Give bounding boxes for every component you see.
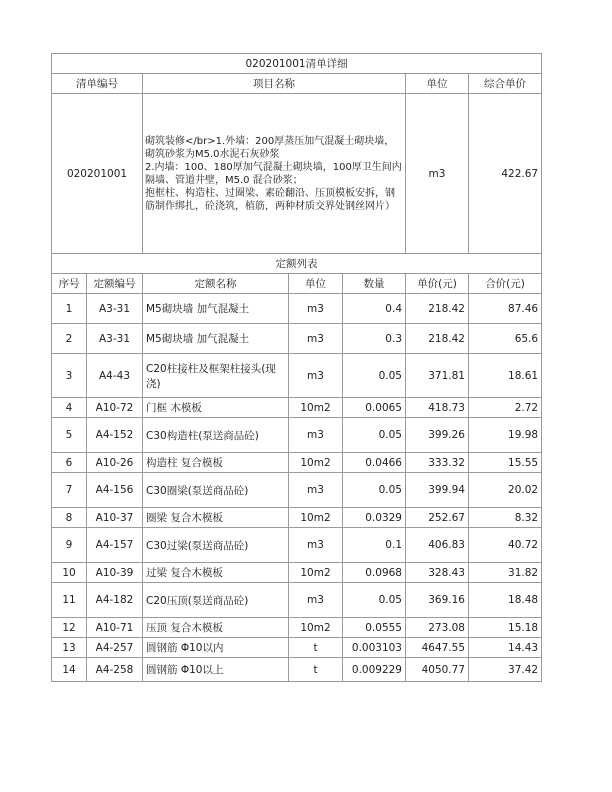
row-unit: m3 [289,354,343,398]
row-name: M5砌块墙 加气混凝土 [143,294,289,324]
table-row [52,618,542,638]
row-code: A4-156 [87,473,143,508]
row-code: A10-72 [87,398,143,418]
row-code: A4-157 [87,528,143,563]
row-name: C30构造柱(泵送商品砼) [143,418,289,453]
row-name: C30圈梁(泵送商品砼) [143,473,289,508]
bill-description-line-3: 抱框柱、构造柱、过圈梁、素砼翻沿、压顶模板安拆，钢筋制作绑扎，砼浇筑，植筋，两种材质交界处钢丝网片） [145,187,395,212]
row-unit: 10m2 [289,563,343,583]
table-row [52,563,542,583]
header-bill-code: 清单编号 [52,74,143,94]
row-price: 4050.77 [406,658,469,682]
row-name: 圈梁 复合木模板 [143,508,289,528]
table-row [52,324,542,354]
row-price: 218.42 [406,324,469,354]
row-code: A10-37 [87,508,143,528]
row-price: 328.43 [406,563,469,583]
row-price: 4647.55 [406,638,469,658]
row-unit: 10m2 [289,398,343,418]
quota-header-total: 合价(元) [469,274,542,294]
row-no: 7 [52,473,87,508]
quota-header-price: 单价(元) [406,274,469,294]
table-row [52,418,542,453]
header-unit: 单位 [406,74,469,94]
row-unit: t [289,658,343,682]
table-row [52,528,542,563]
table-row [52,473,542,508]
row-no: 10 [52,563,87,583]
row-unit: 10m2 [289,618,343,638]
row-total: 15.18 [469,618,542,638]
row-name: 压顶 复合木模板 [143,618,289,638]
row-code: A10-26 [87,453,143,473]
row-price: 273.08 [406,618,469,638]
row-price: 399.94 [406,473,469,508]
row-no: 3 [52,354,87,398]
row-total: 87.46 [469,294,542,324]
row-unit: m3 [289,583,343,618]
table-row [52,453,542,473]
row-total: 18.48 [469,583,542,618]
table-row [52,508,542,528]
row-qty: 0.05 [343,418,406,453]
row-unit: t [289,638,343,658]
quota-header-no: 序号 [52,274,87,294]
row-total: 20.02 [469,473,542,508]
row-code: A4-152 [87,418,143,453]
row-name: 构造柱 复合模板 [143,453,289,473]
row-code: A3-31 [87,324,143,354]
row-price: 252.67 [406,508,469,528]
row-price: 406.83 [406,528,469,563]
row-no: 9 [52,528,87,563]
row-no: 12 [52,618,87,638]
row-qty: 0.1 [343,528,406,563]
row-no: 5 [52,418,87,453]
quota-header-code: 定额编号 [87,274,143,294]
row-qty: 0.4 [343,294,406,324]
row-no: 2 [52,324,87,354]
row-no: 11 [52,583,87,618]
row-name: C20柱接柱及框架柱接头(现浇) [143,354,289,398]
row-price: 399.26 [406,418,469,453]
bill-description [143,94,406,254]
row-qty: 0.0555 [343,618,406,638]
row-name: 门框 木模板 [143,398,289,418]
table-row [52,398,542,418]
row-qty: 0.0466 [343,453,406,473]
row-code: A4-43 [87,354,143,398]
row-price: 369.16 [406,583,469,618]
row-code: A3-31 [87,294,143,324]
row-price: 333.32 [406,453,469,473]
row-price: 218.42 [406,294,469,324]
row-qty: 0.003103 [343,638,406,658]
bill-unit: m3 [406,94,469,254]
row-total: 37.42 [469,658,542,682]
row-total: 65.6 [469,324,542,354]
row-qty: 0.05 [343,354,406,398]
table-row [52,583,542,618]
row-unit: m3 [289,324,343,354]
row-qty: 0.05 [343,583,406,618]
row-no: 1 [52,294,87,324]
row-total: 8.32 [469,508,542,528]
row-name: C30过梁(泵送商品砼) [143,528,289,563]
quota-header-name: 定额名称 [143,274,289,294]
bill-code: 020201001 [52,94,143,254]
quota-header-unit: 单位 [289,274,343,294]
row-no: 13 [52,638,87,658]
row-code: A4-257 [87,638,143,658]
table-row [52,658,542,682]
bill-description-line-2: 2.内墙：100、180厚加气混凝土砌块墙，100厚卫生间内隔墙、管道井壁，M5.0 混合砂浆； [145,161,402,186]
row-total: 40.72 [469,528,542,563]
row-qty: 0.009229 [343,658,406,682]
row-total: 2.72 [469,398,542,418]
row-code: A4-258 [87,658,143,682]
quota-title: 定额列表 [52,254,542,274]
row-qty: 0.3 [343,324,406,354]
quota-header-qty: 数量 [343,274,406,294]
bill-description-line-1: 砌筑装修</br>1.外墙：200厚蒸压加气混凝土砌块墙，砌筑砂浆为M5.0水泥石灰砂浆 [145,135,395,160]
row-total: 19.98 [469,418,542,453]
table-row [52,294,542,324]
row-price: 418.73 [406,398,469,418]
row-no: 8 [52,508,87,528]
row-total: 15.55 [469,453,542,473]
row-name: 圆钢筋 Φ10以内 [143,638,289,658]
bill-detail-table [51,53,542,682]
row-total: 31.82 [469,563,542,583]
header-unit-price: 综合单价 [469,74,542,94]
row-name: C20压顶(泵送商品砼) [143,583,289,618]
row-code: A10-39 [87,563,143,583]
row-no: 6 [52,453,87,473]
row-code: A4-182 [87,583,143,618]
row-no: 14 [52,658,87,682]
row-name: 过梁 复合木模板 [143,563,289,583]
bill-price: 422.67 [469,94,542,254]
table-title: 020201001清单详细 [52,54,542,74]
row-total: 18.61 [469,354,542,398]
row-qty: 0.0329 [343,508,406,528]
header-item-name: 项目名称 [143,74,406,94]
row-unit: 10m2 [289,453,343,473]
row-qty: 0.0065 [343,398,406,418]
table-row [52,354,542,398]
row-unit: m3 [289,418,343,453]
table-row [52,638,542,658]
row-unit: m3 [289,473,343,508]
row-price: 371.81 [406,354,469,398]
row-name: M5砌块墙 加气混凝土 [143,324,289,354]
row-unit: m3 [289,528,343,563]
row-total: 14.43 [469,638,542,658]
row-no: 4 [52,398,87,418]
row-unit: m3 [289,294,343,324]
row-qty: 0.05 [343,473,406,508]
row-unit: 10m2 [289,508,343,528]
row-code: A10-71 [87,618,143,638]
row-qty: 0.0968 [343,563,406,583]
row-name: 圆钢筋 Φ10以上 [143,658,289,682]
